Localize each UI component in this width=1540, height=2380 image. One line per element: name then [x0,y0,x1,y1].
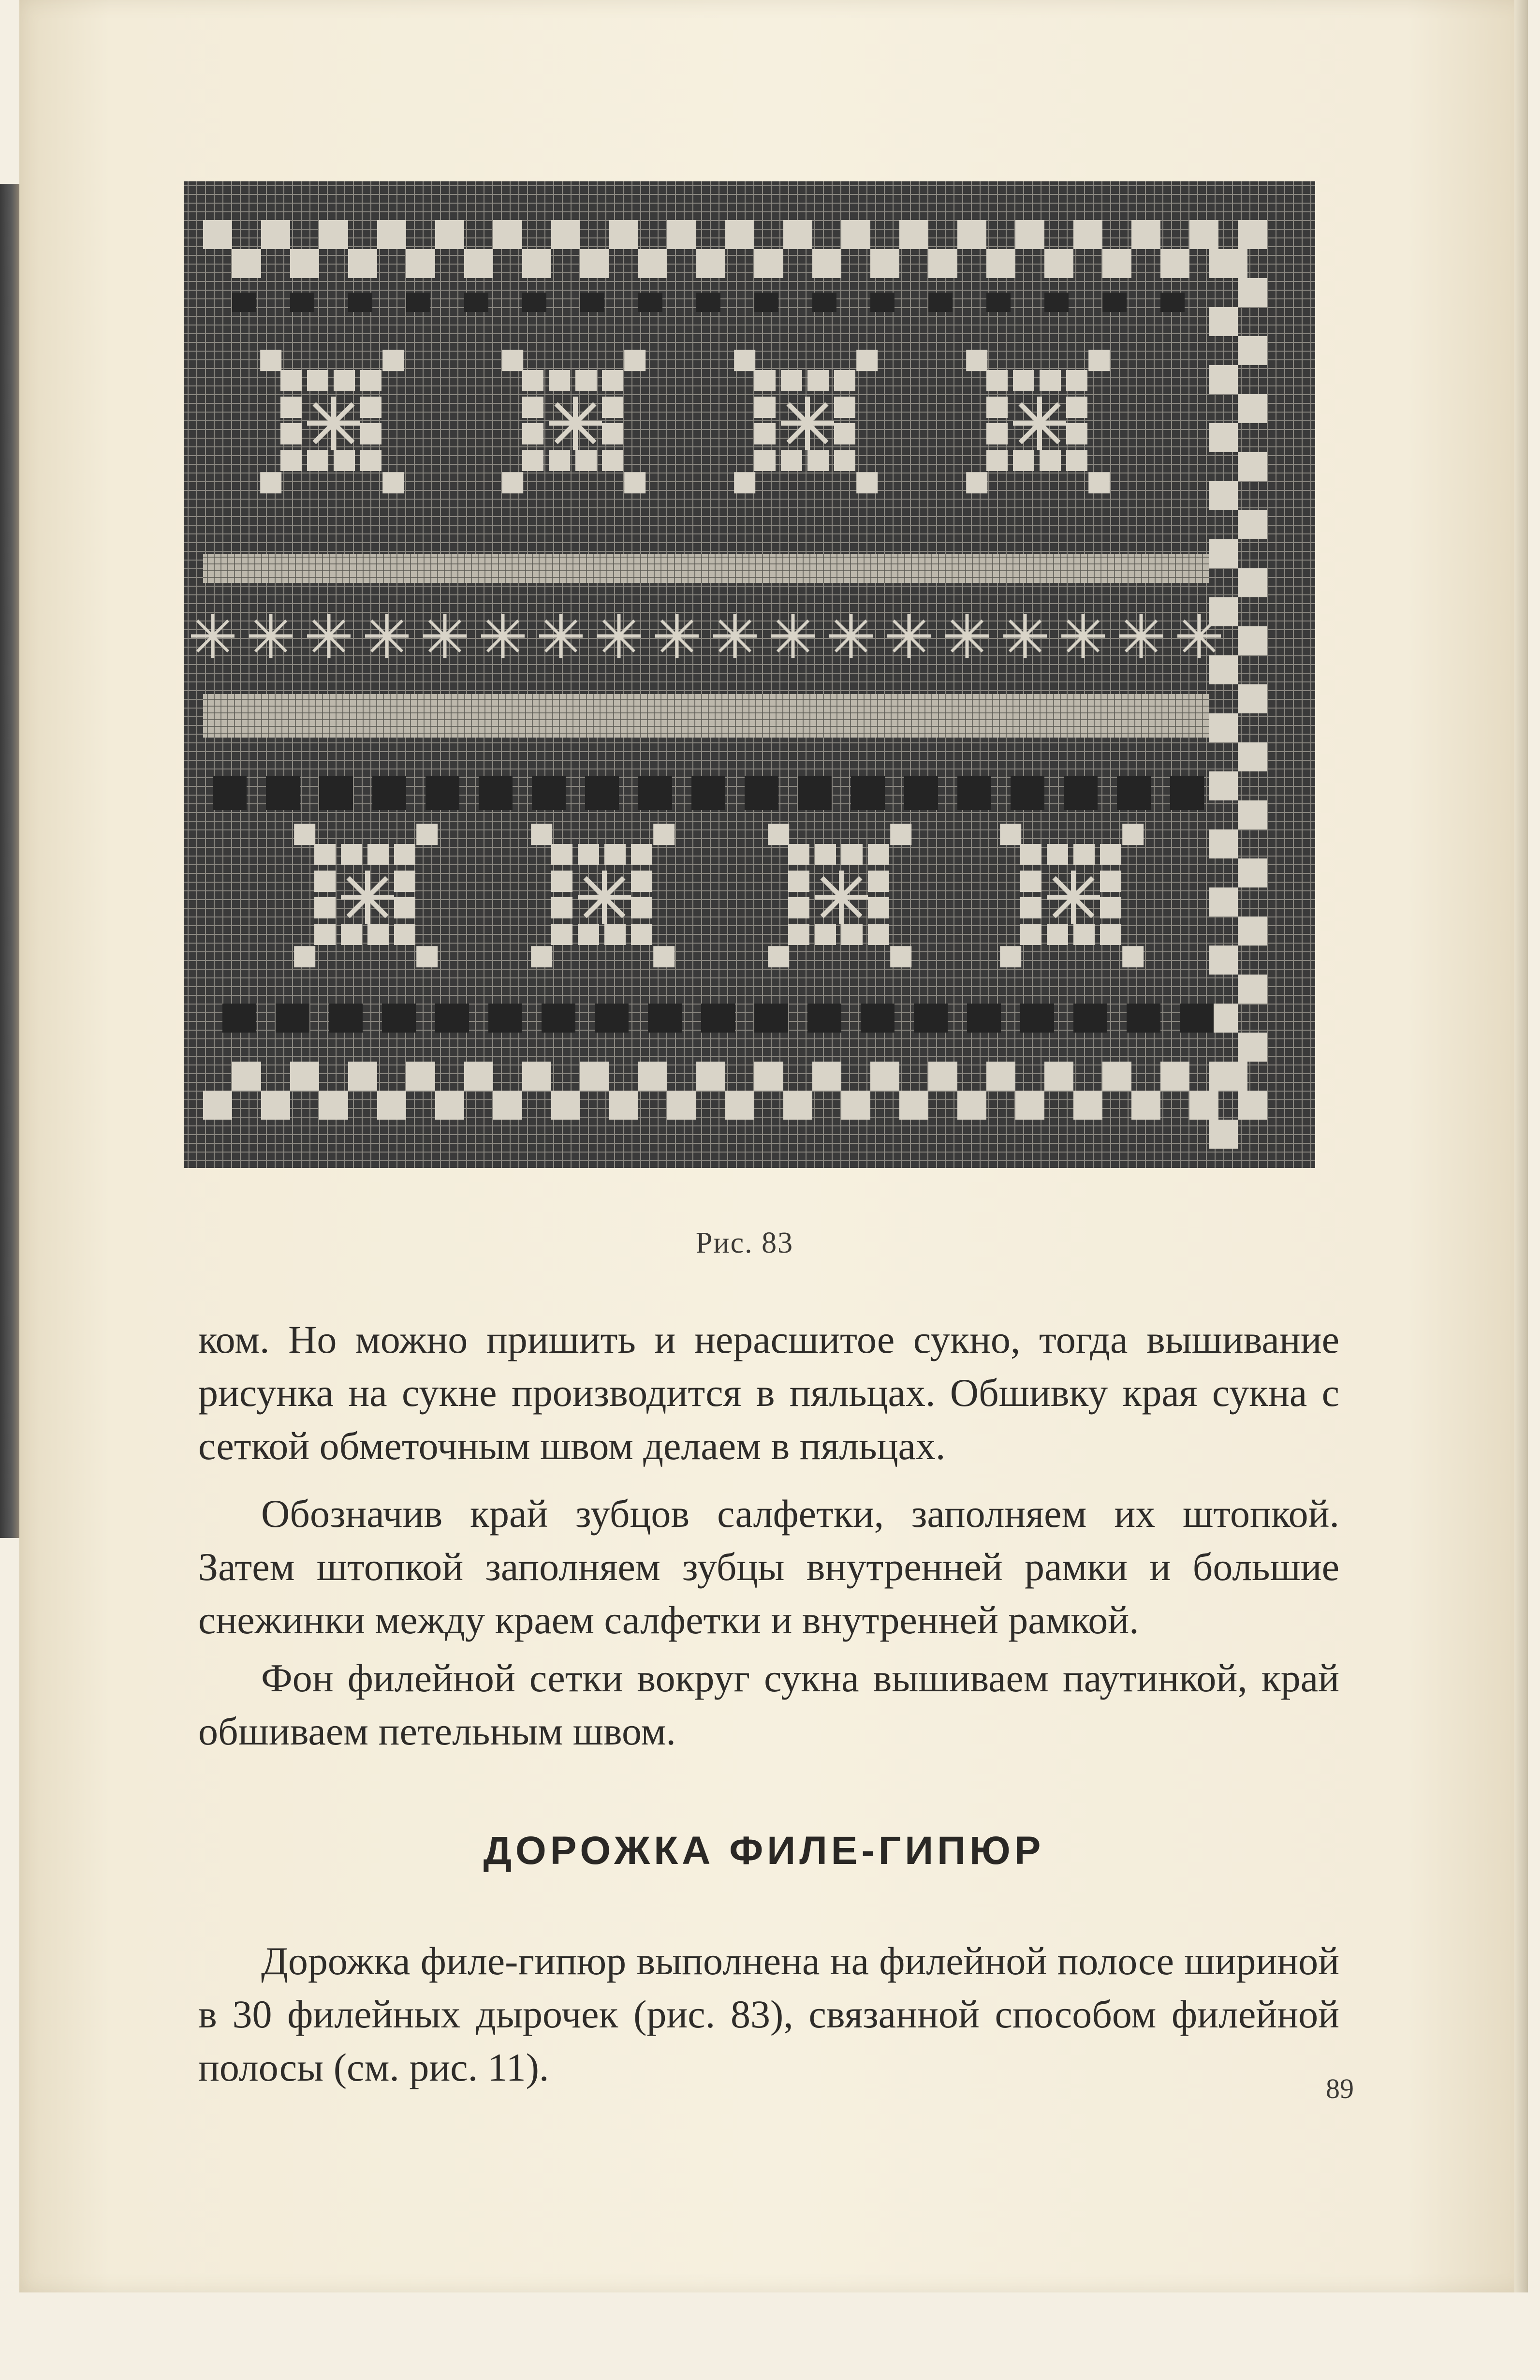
figure-caption: Рис. 83 [695,1227,794,1259]
book-binding-edge [0,184,19,1538]
section-heading: ДОРОЖКА ФИЛЕ-ГИПЮР [483,1829,1045,1873]
lace-pattern-illustration [184,181,1315,1168]
lace-tablecloth-photo-icon [184,181,1315,1168]
paragraph: ком. Но можно пришить и нерасшитое сукно, тогда вышивание рисунка на сукне производится в пяльцах. Обшивку края сукна с сеткой обметочным швом делаем в пяльцах. [198,1317,1339,1468]
paragraph: Дорожка филе-гипюр выполнена на филейной полосе шириной в 30 филейных дырочек (рис. 83), связанной способом филейной полосы (см. рис. 11). [198,1939,1339,2089]
paragraph: Обозначив край зубцов салфетки, заполняем их штопкой. Затем штопкой заполняем зубцы внутренней рамки и большие снежинки между краем салфетки и внутренней рамкой. [198,1492,1339,1642]
paragraph: Фон филейной сетки вокруг сукна вышиваем паутинкой, край обшиваем петельным швом. [198,1656,1339,1753]
page-number: 89 [1326,2073,1354,2104]
page-edge [1514,0,1528,2292]
